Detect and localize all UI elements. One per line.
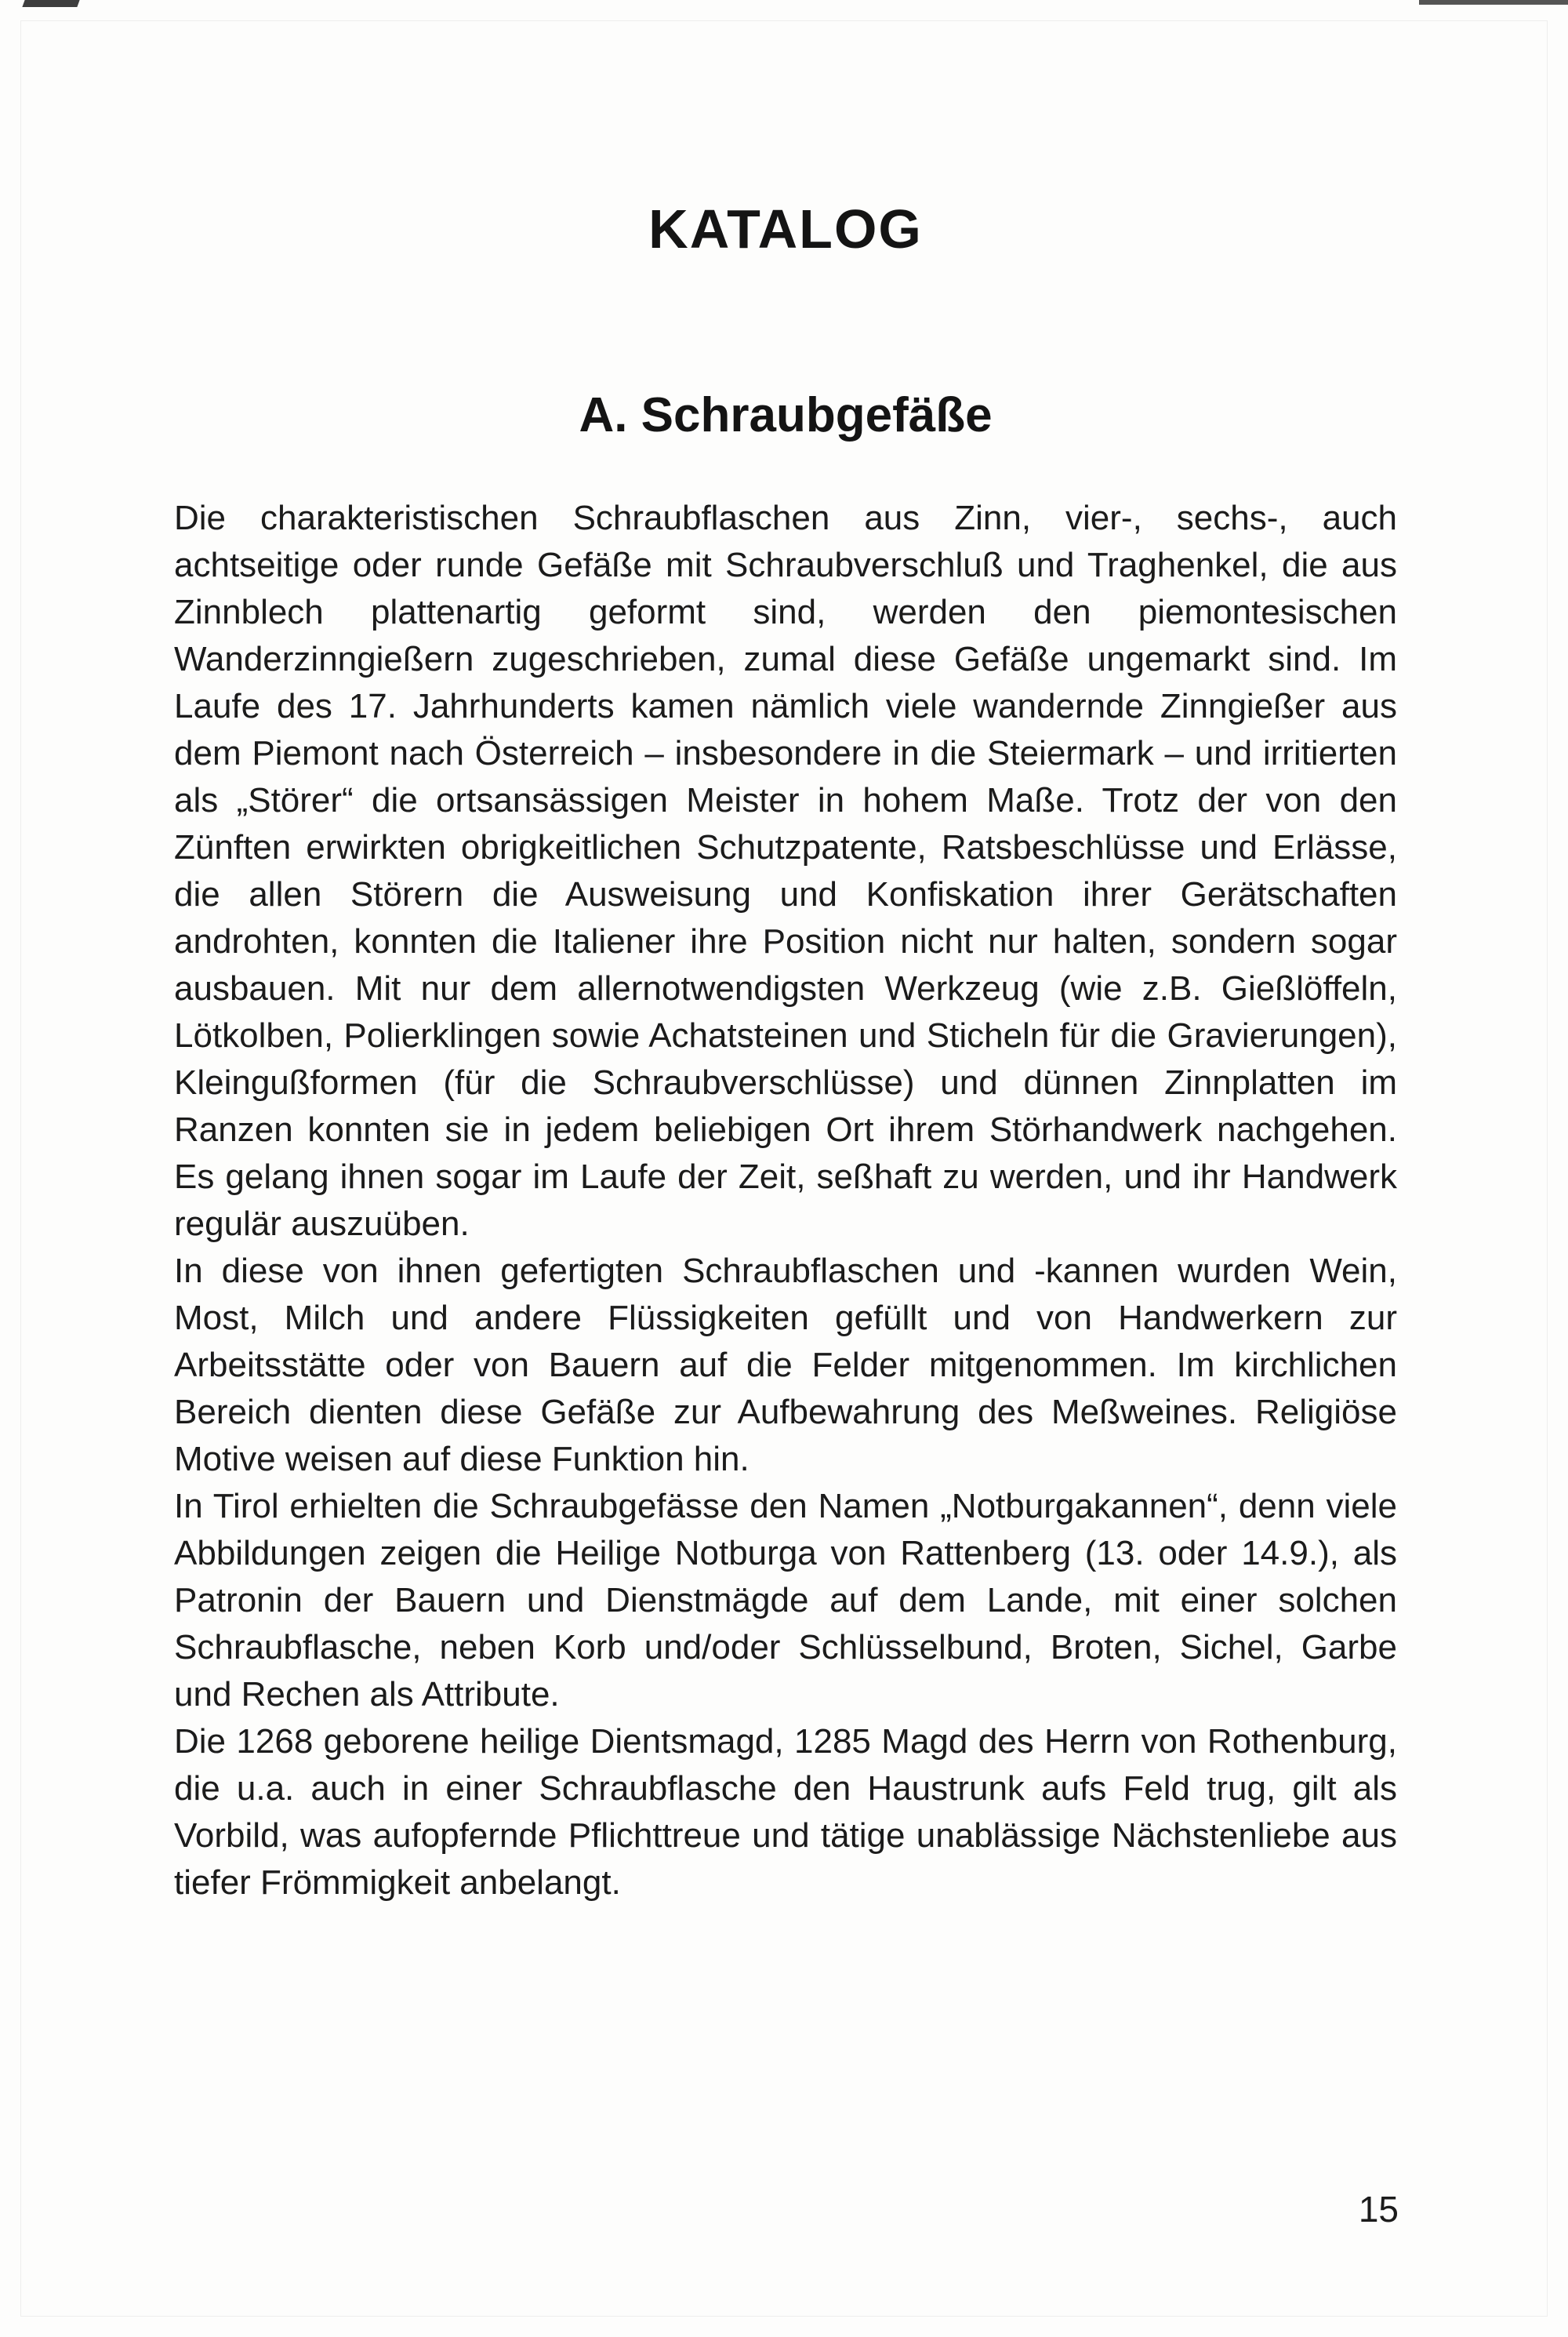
page-title: KATALOG [648,198,923,260]
section-heading: A. Schraubgefäße [579,388,993,442]
page-number: 15 [1358,2189,1399,2230]
scan-artifact-top-left [22,0,79,7]
scan-artifact-top-right [1419,0,1568,5]
paragraph-3: In Tirol erhielten die Schraubgefässe den Namen „Notburgakannen“, denn viele Abbildungen zeigen die Heilige Notburga von Rattenberg (13. oder 14.9.), als Patronin der Bauern und Dienstmägde auf dem Lande, mit einer solchen Schraubflasche, neben Korb und/oder Schlüsselbund, Broten, Sichel, Garbe und Rechen als Attribute. [174,1487,1397,1714]
page-content [174,0,1397,1906]
paragraph-2: In diese von ihnen gefertigten Schraubflaschen und -kannen wurden Wein, Most, Milch und andere Flüssigkeiten gefüllt und von Handwerkern zur Arbeitsstätte oder von Bauern auf die Felder mitgenommen. Im kirchlichen Bereich dienten diese Gefäße zur Aufbewahrung des Meßweines. Religiöse Motive weisen auf diese Funktion hin. [174,1252,1397,1478]
paragraph-4: Die 1268 geborene heilige Dientsmagd, 1285 Magd des Herrn von Rothenburg, die u.a. auch in einer Schraubflasche den Haustrunk aufs Feld trug, gilt als Vorbild, was aufopfernde Pflichttreue und tätige unablässige Nächstenliebe aus tiefer Frömmigkeit anbelangt. [174,1722,1397,1902]
paragraph-1: Die charakteristischen Schraubflaschen aus Zinn, vier-, sechs-, auch achtseitige oder runde Gefäße mit Schraubverschluß und Traghenkel, die aus Zinnblech plattenartig geformt sind, werden den piemontesischen Wanderzinngießern zugeschrieben, zumal diese Gefäße ungemarkt sind. Im Laufe des 17. Jahrhunderts kamen nämlich viele wandernde Zinngießer aus dem Piemont nach Österreich – insbesondere in die Steiermark – und irritierten als „Störer“ die ortsansässigen Meister in hohem Maße. Trotz der von den Zünften erwirkten obrigkeitlichen Schutzpatente, Ratsbeschlüsse und Erlässe, die allen Störern die Ausweisung und Konfiskation ihrer Gerätschaften androhten, konnten die Italiener ihre Position nicht nur halten, sondern sogar ausbauen. Mit nur dem allernotwendigsten Werkzeug (wie z.B. Gießlöffeln, Lötkolben, Polierklingen sowie Achatsteinen und Sticheln für die Gravierungen), Kleingußformen (für die Schraubverschlüsse) und dünnen Zinnplatten im Ranzen konnten sie in jedem beliebigen Ort ihrem Störhandwerk nachgehen. Es gelang ihnen sogar im Laufe der Zeit, seßhaft zu werden, und ihr Handwerk regulär auszuüben. [174,499,1397,1243]
